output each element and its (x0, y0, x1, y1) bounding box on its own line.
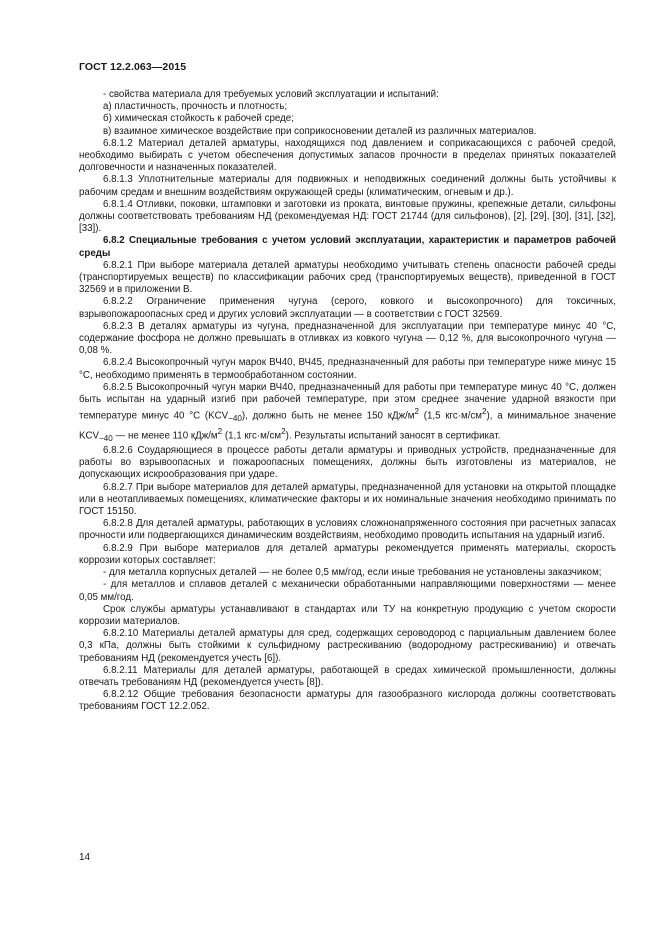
paragraph: 6.8.1.3 Уплотнительные материалы для подвижных и неподвижных соединений должны быть устойчивы к рабочим средам и внешним воздействиям окружающей среды (климатическим, огневым и др.). (79, 174, 616, 198)
paragraph: 6.8.2.1 При выборе материала деталей арматуры необходимо учитывать степень опасности рабочей среды (транспортируемых веществ) по классификации рабочих сред (транспортируемых веществ), приведенной в ГОСТ 32569 и в приложении В. (79, 259, 616, 296)
paragraph: 6.8.2.7 При выборе материалов для деталей арматуры, предназначенной для установки на открытой площадке или в неотапливаемых помещениях, климатические факторы и их номинальные значения необходимо принимать по ГОСТ 15150. (79, 481, 616, 518)
paragraph: 6.8.2.4 Высокопрочный чугун марок ВЧ40, ВЧ45, предназначенный для работы при температуре ниже минус 15 °С, необходимо применять в термообработанном состоянии. (79, 357, 616, 381)
paragraph: 6.8.1.2 Материал деталей арматуры, находящихся под давлением и соприкасающихся с рабочей средой, необходимо выбирать с учетом обеспечения допустимых запасов прочности в пределах принятых показателей долговечности и назначенных показателей. (79, 137, 616, 174)
paragraph-impact-test (79, 382, 616, 445)
text-run: ), а минимальное значение KCV (79, 410, 616, 441)
superscript: 2 (482, 407, 487, 417)
paragraph: 6.8.1.4 Отливки, поковки, штамповки и заготовки из проката, винтовые пружины, крепежные детали, сильфоны должны соответствовать требованиям НД (рекомендуемая НД: ГОСТ 21744 (для сильфонов), [2], [29], [30], [31], [32], [33]). (79, 198, 616, 235)
paragraph: 6.8.2.12 Общие требования безопасности арматуры для газообразного кислорода должны соответствовать требованиям ГОСТ 12.2.052. (79, 689, 616, 713)
text-run: — не менее 110 кДж/м (112, 429, 218, 441)
document-body (79, 89, 616, 714)
list-item: - для металлов и сплавов деталей с механически обработанными направляющими поверхностями — менее 0,05 мм/год. (79, 579, 616, 603)
paragraph: - свойства материала для требуемых условий эксплуатации и испытаний: (103, 89, 439, 100)
page-number: 14 (79, 852, 91, 863)
text-run: 6.8.2.5 Высокопрочный чугун марки ВЧ40, предназначенный для работы при температуре минус 40 °С, должен быть испытан на ударный изгиб при рабочей температуре, при этом среднее значение ударной вязкости при температуре минус 40 °С (KCV (79, 381, 616, 422)
paragraph: 6.8.2.10 Материалы деталей арматуры для сред, содержащих сероводород с парциальным давлением более 0,3 кПа, должны быть стойкими к сульфидному растрескиванию (водородному растрескиванию) и отвечать требованиям НД (рекомендуется учесть [6]). (79, 628, 616, 664)
paragraph: 6.8.2.3 В деталях арматуры из чугуна, предназначенной для эксплуатации при температуре минус 40 °С, содержание фосфора не должно превышать в отливках из ковкого чугуна — 0,12 %, для высокопрочного чугуна — 0,08 %. (79, 320, 616, 357)
paragraph: Срок службы арматуры устанавливают в стандартах или ТУ на конкретную продукцию с учетом скорости коррозии материалов. (79, 603, 616, 627)
text-run: ), должно быть не менее 150 кДж/м (241, 410, 415, 422)
paragraph: 6.8.2.9 При выборе материалов для деталей арматуры рекомендуется применять материалы, скорость коррозии которых составляет: (79, 542, 616, 566)
subscript: −40 (99, 433, 113, 443)
text-run: (1,5 кгс·м/см (419, 410, 482, 422)
paragraph: 6.8.2.8 Для деталей арматуры, работающих в условиях сложнонапряженного состояния при расчетных запасах прочности или подвергающихся динамическим воздействиям, необходимо проводить испытания на ударный изгиб. (79, 518, 616, 542)
paragraph: 6.8.2.11 Материалы для деталей арматуры, работающей в средах химической промышленности, должны отвечать требованиям НД (рекомендуется учесть [8]). (79, 664, 616, 688)
text-run: ). Результаты испытаний заносят в сертификат. (285, 429, 501, 441)
paragraph: 6.8.2.6 Соударяющиеся в процессе работы детали арматуры и приводных устройств, предназначенные для работы во взрывоопасных и пожароопасных помещениях, должны быть изготовлены из материалов, не допускающих искрообразования при ударе. (79, 445, 616, 481)
subscript: −40 (228, 414, 242, 424)
section-heading: 6.8.2 Специальные требования с учетом условий эксплуатации, характеристик и параметров рабочей среды (79, 235, 616, 259)
list-item: б) химическая стойкость к рабочей среде; (103, 113, 294, 125)
document-header: ГОСТ 12.2.063—2015 (79, 61, 187, 73)
list-item: - для металла корпусных деталей — не более 0,5 мм/год, если иные требования не установлены заказчиком; (103, 567, 602, 579)
superscript: 2 (414, 407, 420, 417)
text-run: (1,1 кгс·м/см (222, 429, 282, 441)
superscript: 2 (217, 426, 223, 436)
list-item: а) пластичность, прочность и плотность; (103, 101, 288, 113)
paragraph: 6.8.2.2 Ограничение применения чугуна (серого, ковкого и высокопрочного) для токсичных, взрывопожароопасных сред и других условий эксплуатации — в соответствии с ГОСТ 32569. (79, 296, 616, 320)
list-item: в) взаимное химическое воздействие при соприкосновении деталей из различных материалов. (103, 125, 537, 137)
superscript: 2 (281, 426, 286, 436)
